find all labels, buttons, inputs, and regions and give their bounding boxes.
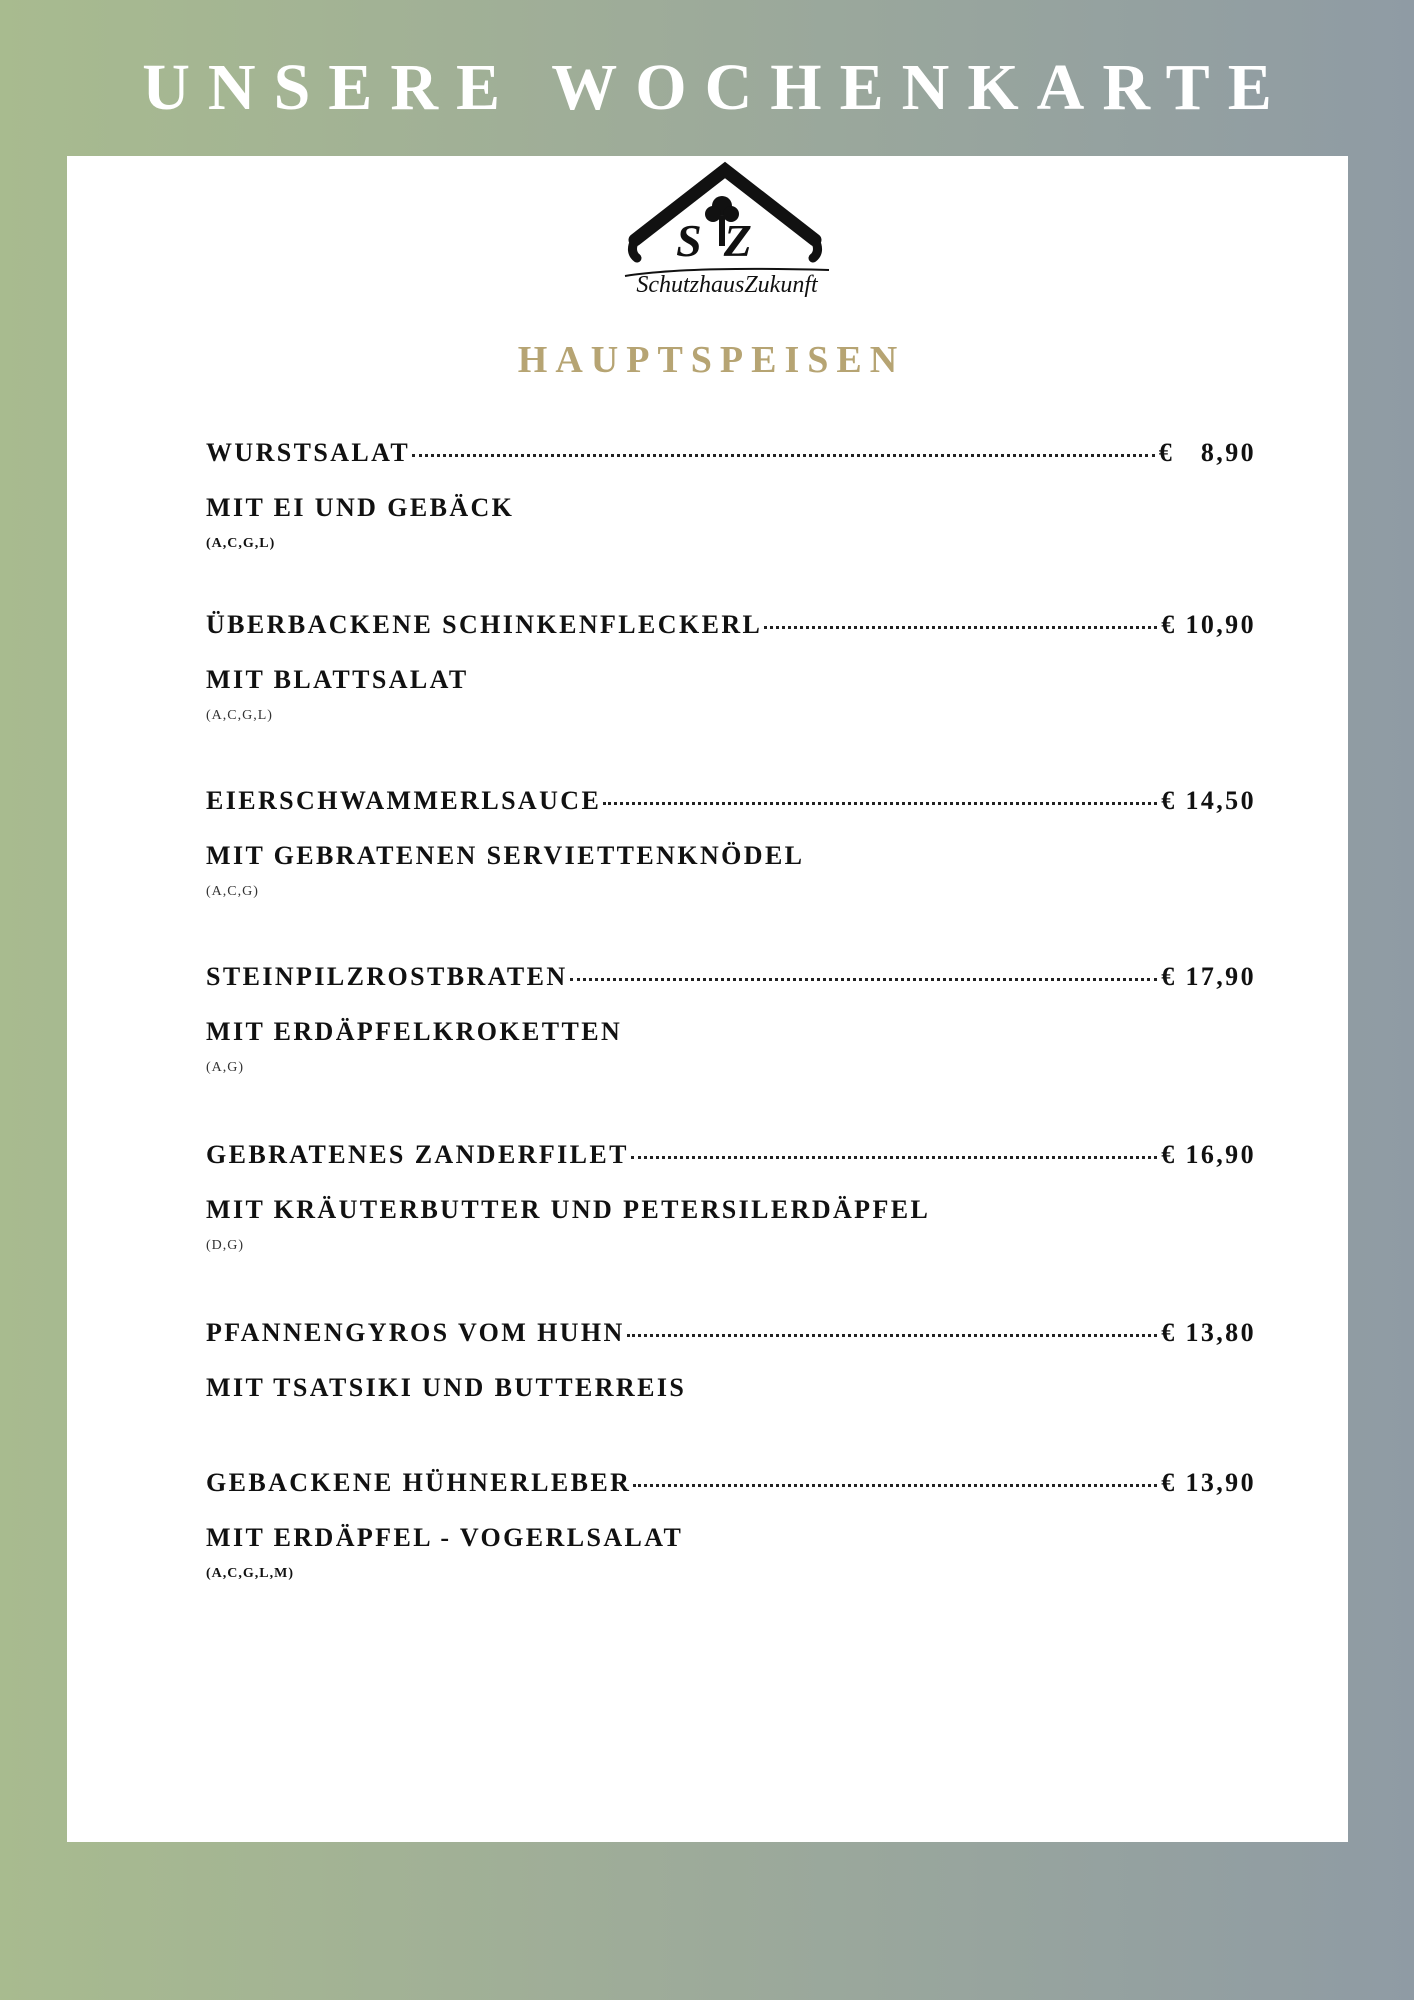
dot-leader xyxy=(412,454,1155,457)
dish-line xyxy=(206,786,1256,826)
dish-line xyxy=(206,1140,1256,1180)
logo-wordmark: SchutzhausZukunft xyxy=(636,272,818,298)
dish-name: GEBACKENE HÜHNERLEBER xyxy=(206,1468,632,1497)
allergen-codes: (A,C,G,L,M) xyxy=(206,1566,294,1581)
dot-leader xyxy=(633,1484,1157,1487)
menu-item xyxy=(206,438,1256,554)
allergen-codes: (A,C,G,L) xyxy=(206,536,276,551)
menu-item xyxy=(206,786,1256,902)
dish-description: MIT GEBRATENEN SERVIETTENKNÖDEL xyxy=(206,841,805,870)
menu-item xyxy=(206,1318,1256,1408)
page-title: UNSERE WOCHENKARTE xyxy=(142,51,1290,124)
restaurant-logo xyxy=(607,158,847,308)
menu-item xyxy=(206,1140,1256,1256)
dish-price: € 8,90 xyxy=(1158,438,1256,467)
dish-description: MIT ERDÄPFEL - VOGERLSALAT xyxy=(206,1523,684,1552)
menu-item xyxy=(206,610,1256,726)
dish-line xyxy=(206,610,1256,650)
dish-description: MIT KRÄUTERBUTTER UND PETERSILERDÄPFEL xyxy=(206,1195,931,1224)
dish-name: ÜBERBACKENE SCHINKENFLECKERL xyxy=(206,610,763,639)
dish-name: GEBRATENES ZANDERFILET xyxy=(206,1140,629,1169)
menu-item xyxy=(206,1468,1256,1584)
dish-price: € 14,50 xyxy=(1161,786,1256,815)
dish-description: MIT ERDÄPFELKROKETTEN xyxy=(206,1017,623,1046)
dish-price: € 13,90 xyxy=(1161,1468,1256,1497)
dish-description: MIT BLATTSALAT xyxy=(206,665,469,694)
dish-name: WURSTSALAT xyxy=(206,438,411,467)
dish-line xyxy=(206,1318,1256,1358)
dish-description: MIT EI UND GEBÄCK xyxy=(206,493,515,522)
dish-name: STEINPILZROSTBRATEN xyxy=(206,962,568,991)
dot-leader xyxy=(631,1156,1157,1159)
dot-leader xyxy=(570,978,1158,981)
dot-leader xyxy=(603,802,1157,805)
dish-price: € 10,90 xyxy=(1161,610,1256,639)
allergen-codes: (A,G) xyxy=(206,1060,245,1075)
menu-card xyxy=(67,156,1348,1842)
allergen-codes: (A,C,G,L) xyxy=(206,708,273,723)
dish-line xyxy=(206,962,1256,1002)
dish-description: MIT TSATSIKI UND BUTTERREIS xyxy=(206,1373,687,1402)
allergen-codes: (A,C,G) xyxy=(206,884,259,899)
dish-price: € 13,80 xyxy=(1161,1318,1256,1347)
dish-line xyxy=(206,438,1256,478)
dish-price: € 16,90 xyxy=(1161,1140,1256,1169)
dot-leader xyxy=(764,626,1157,629)
logo-monogram: SZ xyxy=(676,215,774,266)
dish-price: € 17,90 xyxy=(1161,962,1256,991)
dot-leader xyxy=(627,1334,1157,1337)
dish-name: EIERSCHWAMMERLSAUCE xyxy=(206,786,602,815)
allergen-codes: (D,G) xyxy=(206,1238,245,1253)
dish-name: PFANNENGYROS VOM HUHN xyxy=(206,1318,625,1347)
dish-line xyxy=(206,1468,1256,1508)
menu-item xyxy=(206,962,1256,1078)
section-title: HAUPTSPEISEN xyxy=(517,339,906,381)
